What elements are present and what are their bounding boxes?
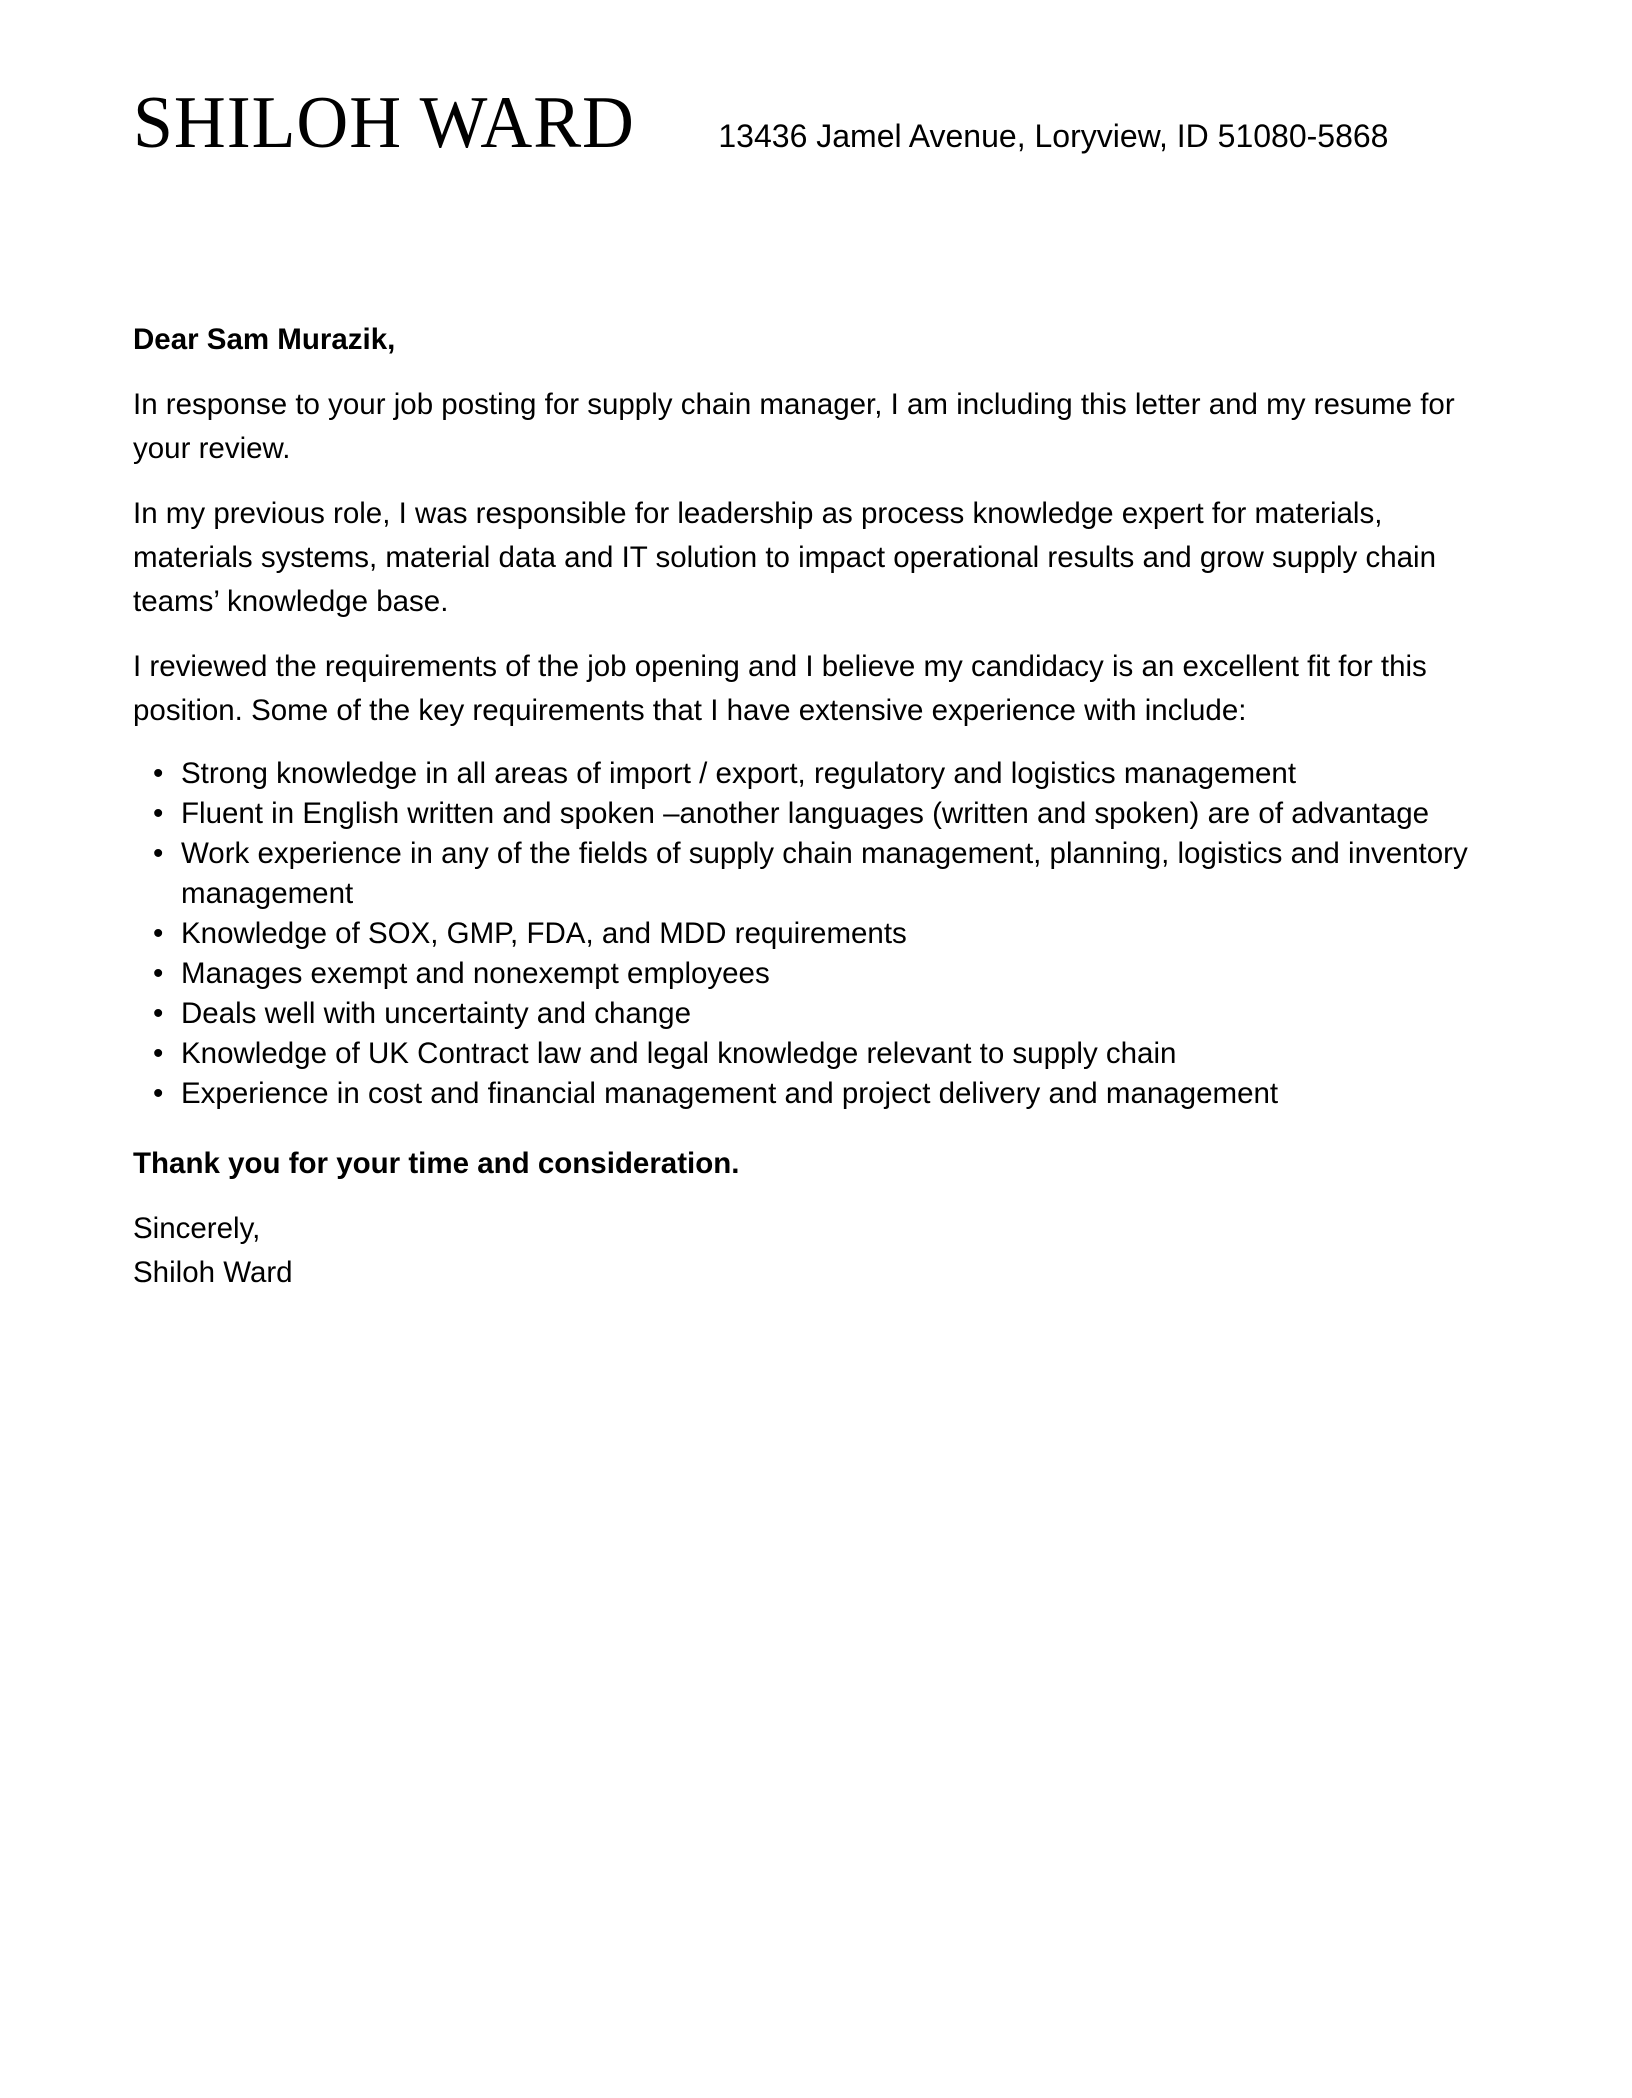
list-item bbox=[153, 834, 1503, 914]
bullet-icon: • bbox=[153, 757, 164, 790]
sender-name: SHILOH WARD bbox=[133, 82, 635, 164]
bullet-icon: • bbox=[153, 1077, 164, 1110]
list-item bbox=[153, 794, 1503, 834]
requirement-text: Experience in cost and financial management and project delivery and management bbox=[181, 1077, 1279, 1110]
paragraph-previous-role: In my previous role, I was responsible for leadership as process knowledge expert for materials, materials systems, material data and IT solution to impact operational results and grow supply chain teams’ knowledge base. bbox=[133, 497, 1437, 618]
list-item bbox=[153, 1034, 1503, 1074]
greeting: Dear Sam Murazik, bbox=[133, 323, 396, 356]
list-item bbox=[153, 954, 1503, 994]
requirement-text: Fluent in English written and spoken –another languages (written and spoken) are of advantage bbox=[181, 797, 1430, 830]
sender-address: 13436 Jamel Avenue, Loryview, ID 51080-5868 bbox=[718, 118, 1389, 154]
closing-line: Thank you for your time and consideration. bbox=[133, 1147, 740, 1180]
bullet-icon: • bbox=[153, 837, 164, 870]
requirement-text: Work experience in any of the fields of supply chain management, planning, logistics and inventory management bbox=[181, 837, 1468, 910]
signature-name: Shiloh Ward bbox=[133, 1256, 293, 1289]
bullet-icon: • bbox=[153, 1037, 164, 1070]
requirement-text: Knowledge of SOX, GMP, FDA, and MDD requirements bbox=[181, 917, 907, 950]
letter-body bbox=[133, 318, 1503, 1295]
requirements-list bbox=[133, 754, 1503, 1114]
bullet-icon: • bbox=[153, 997, 164, 1030]
bullet-icon: • bbox=[153, 797, 164, 830]
list-item bbox=[153, 914, 1503, 954]
requirement-text: Deals well with uncertainty and change bbox=[181, 997, 691, 1030]
list-item bbox=[153, 1074, 1503, 1114]
requirement-text: Knowledge of UK Contract law and legal knowledge relevant to supply chain bbox=[181, 1037, 1177, 1070]
list-item bbox=[153, 754, 1503, 794]
letterhead bbox=[133, 82, 1632, 176]
requirement-text: Manages exempt and nonexempt employees bbox=[181, 957, 770, 990]
paragraph-requirements-intro: I reviewed the requirements of the job opening and I believe my candidacy is an excellent fit for this position. Some of the key requirements that I have extensive experience with include: bbox=[133, 650, 1427, 727]
list-item bbox=[153, 994, 1503, 1034]
bullet-icon: • bbox=[153, 957, 164, 990]
bullet-icon: • bbox=[153, 917, 164, 950]
requirement-text: Strong knowledge in all areas of import / export, regulatory and logistics management bbox=[181, 757, 1297, 790]
valediction: Sincerely, bbox=[133, 1212, 261, 1245]
paragraph-intro: In response to your job posting for supply chain manager, I am including this letter and my resume for your review. bbox=[133, 388, 1455, 465]
